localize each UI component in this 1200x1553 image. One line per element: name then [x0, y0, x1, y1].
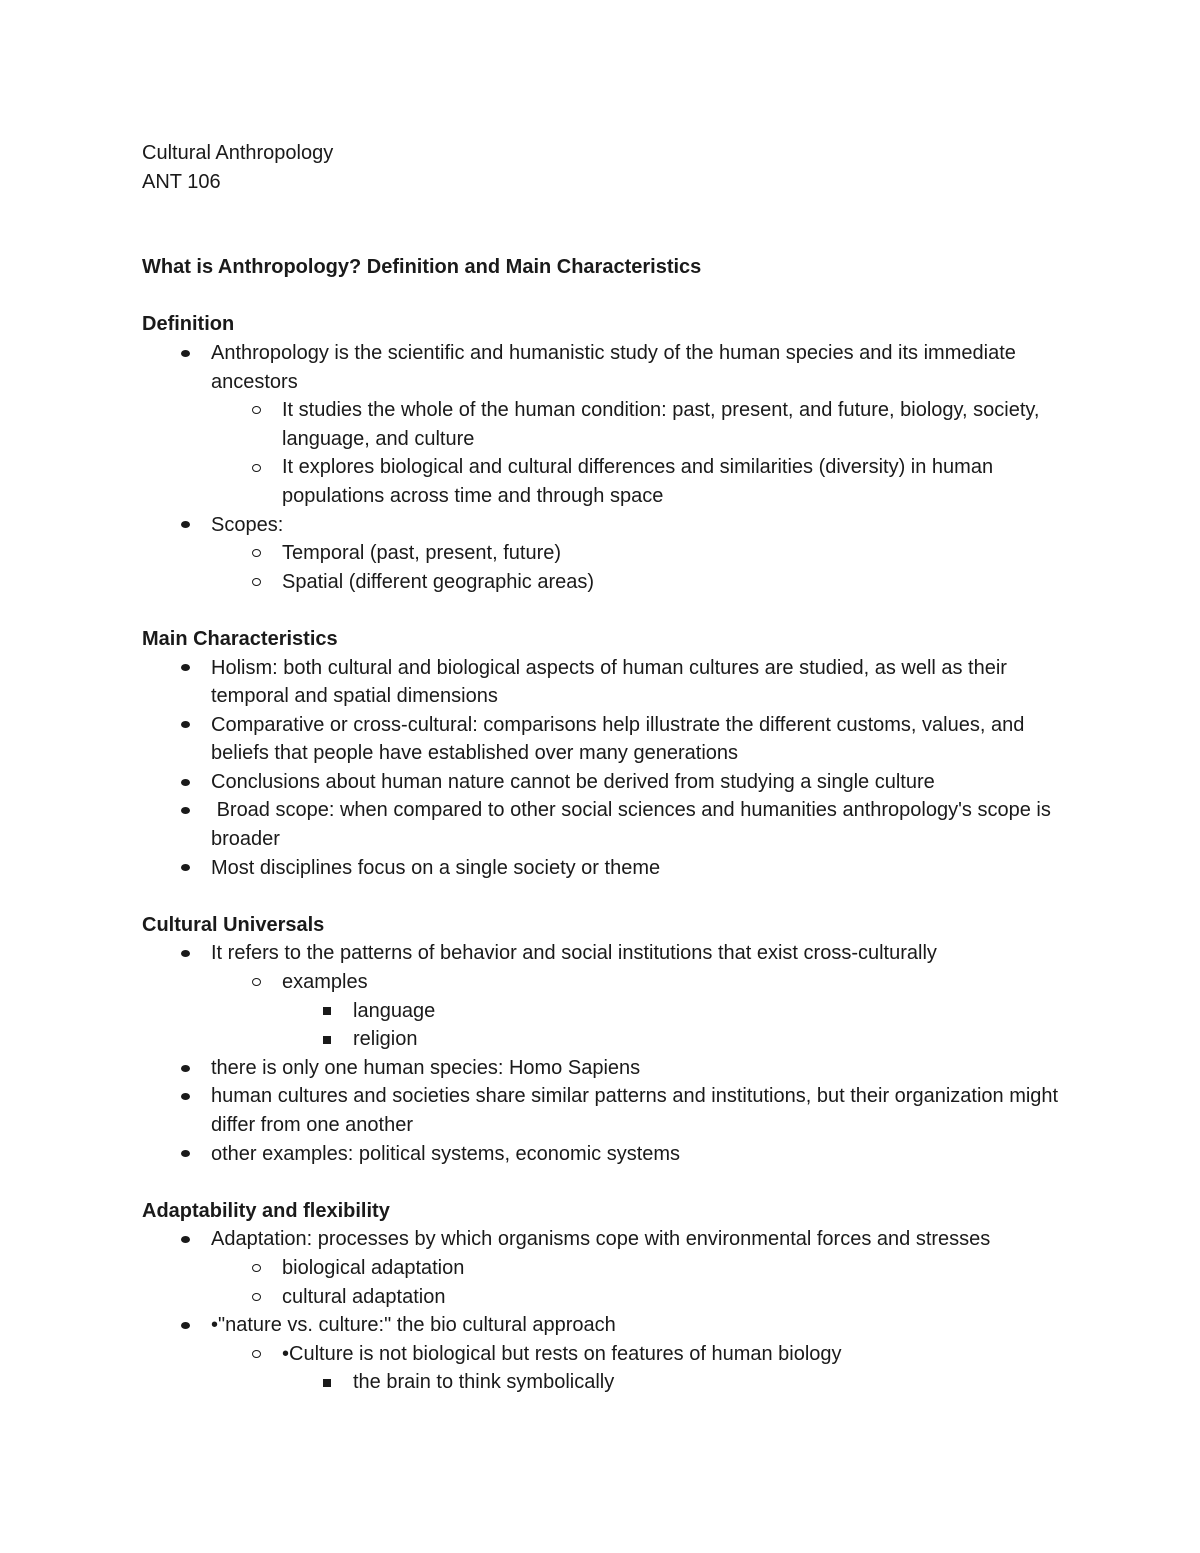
list-item: Broad scope: when compared to other social sciences and humanities anthropology's scope is broader [142, 796, 1072, 853]
list-item: language [142, 997, 1072, 1026]
list-item: Spatial (different geographic areas) [142, 568, 1072, 597]
bullet-icon [178, 711, 192, 740]
bullet-icon [178, 1082, 192, 1111]
list-item: human cultures and societies share similar patterns and institutions, but their organization might differ from one another [142, 1082, 1072, 1139]
circle-bullet-icon [249, 396, 263, 425]
bullet-icon [178, 768, 192, 797]
main-characteristics-list [142, 654, 1072, 883]
bullet-icon [178, 511, 192, 540]
bullet-icon [178, 939, 192, 968]
square-bullet-icon [320, 1025, 334, 1054]
square-bullet-icon [320, 1368, 334, 1397]
list-item: It refers to the patterns of behavior and social institutions that exist cross-culturally [142, 939, 1072, 968]
list-item: religion [142, 1025, 1072, 1054]
document-page [142, 139, 1072, 1397]
bullet-icon [178, 854, 192, 883]
bullet-icon [178, 796, 192, 825]
list-item: •"nature vs. culture:" the bio cultural approach [142, 1311, 1072, 1340]
circle-bullet-icon [249, 453, 263, 482]
list-item: Temporal (past, present, future) [142, 539, 1072, 568]
list-item: Most disciplines focus on a single society or theme [142, 854, 1072, 883]
course-code: ANT 106 [142, 170, 221, 193]
list-item: examples [142, 968, 1072, 997]
adaptability-list [142, 1225, 1072, 1397]
list-item: there is only one human species: Homo Sapiens [142, 1054, 1072, 1083]
bullet-icon [178, 654, 192, 683]
definition-list [142, 339, 1072, 596]
bullet-icon [178, 1225, 192, 1254]
list-item: It studies the whole of the human condition: past, present, and future, biology, society, language, and culture [142, 396, 1072, 453]
list-item: Anthropology is the scientific and humanistic study of the human species and its immediate ancestors [142, 339, 1072, 396]
square-bullet-icon [320, 997, 334, 1026]
circle-bullet-icon [249, 1283, 263, 1312]
bullet-icon [178, 339, 192, 368]
circle-bullet-icon [249, 968, 263, 997]
circle-bullet-icon [249, 568, 263, 597]
list-item: Conclusions about human nature cannot be derived from studying a single culture [142, 768, 1072, 797]
list-item: Adaptation: processes by which organisms cope with environmental forces and stresses [142, 1225, 1072, 1254]
cultural-universals-list [142, 939, 1072, 1168]
circle-bullet-icon [249, 539, 263, 568]
list-item: cultural adaptation [142, 1283, 1072, 1312]
circle-bullet-icon [249, 1254, 263, 1283]
circle-bullet-icon [249, 1340, 263, 1369]
main-title: What is Anthropology? Definition and Main Characteristics [142, 256, 702, 279]
section-heading-adaptability: Adaptability and flexibility [142, 1199, 390, 1222]
section-heading-definition: Definition [142, 313, 235, 336]
list-item: other examples: political systems, economic systems [142, 1140, 1072, 1169]
list-item: It explores biological and cultural differences and similarities (diversity) in human populations across time and through space [142, 453, 1072, 510]
section-heading-main-characteristics: Main Characteristics [142, 627, 338, 650]
bullet-icon [178, 1140, 192, 1169]
list-item: Scopes: [142, 511, 1072, 540]
list-item: •Culture is not biological but rests on features of human biology [142, 1340, 1072, 1369]
bullet-icon [178, 1311, 192, 1340]
course-title: Cultural Anthropology [142, 142, 334, 164]
list-item: biological adaptation [142, 1254, 1072, 1283]
list-item: Comparative or cross-cultural: comparisons help illustrate the different customs, values, and beliefs that people have established over many generations [142, 711, 1072, 768]
section-heading-cultural-universals: Cultural Universals [142, 913, 325, 936]
list-item: Holism: both cultural and biological aspects of human cultures are studied, as well as their temporal and spatial dimensions [142, 654, 1072, 711]
bullet-icon [178, 1054, 192, 1083]
list-item: the brain to think symbolically [142, 1368, 1072, 1397]
